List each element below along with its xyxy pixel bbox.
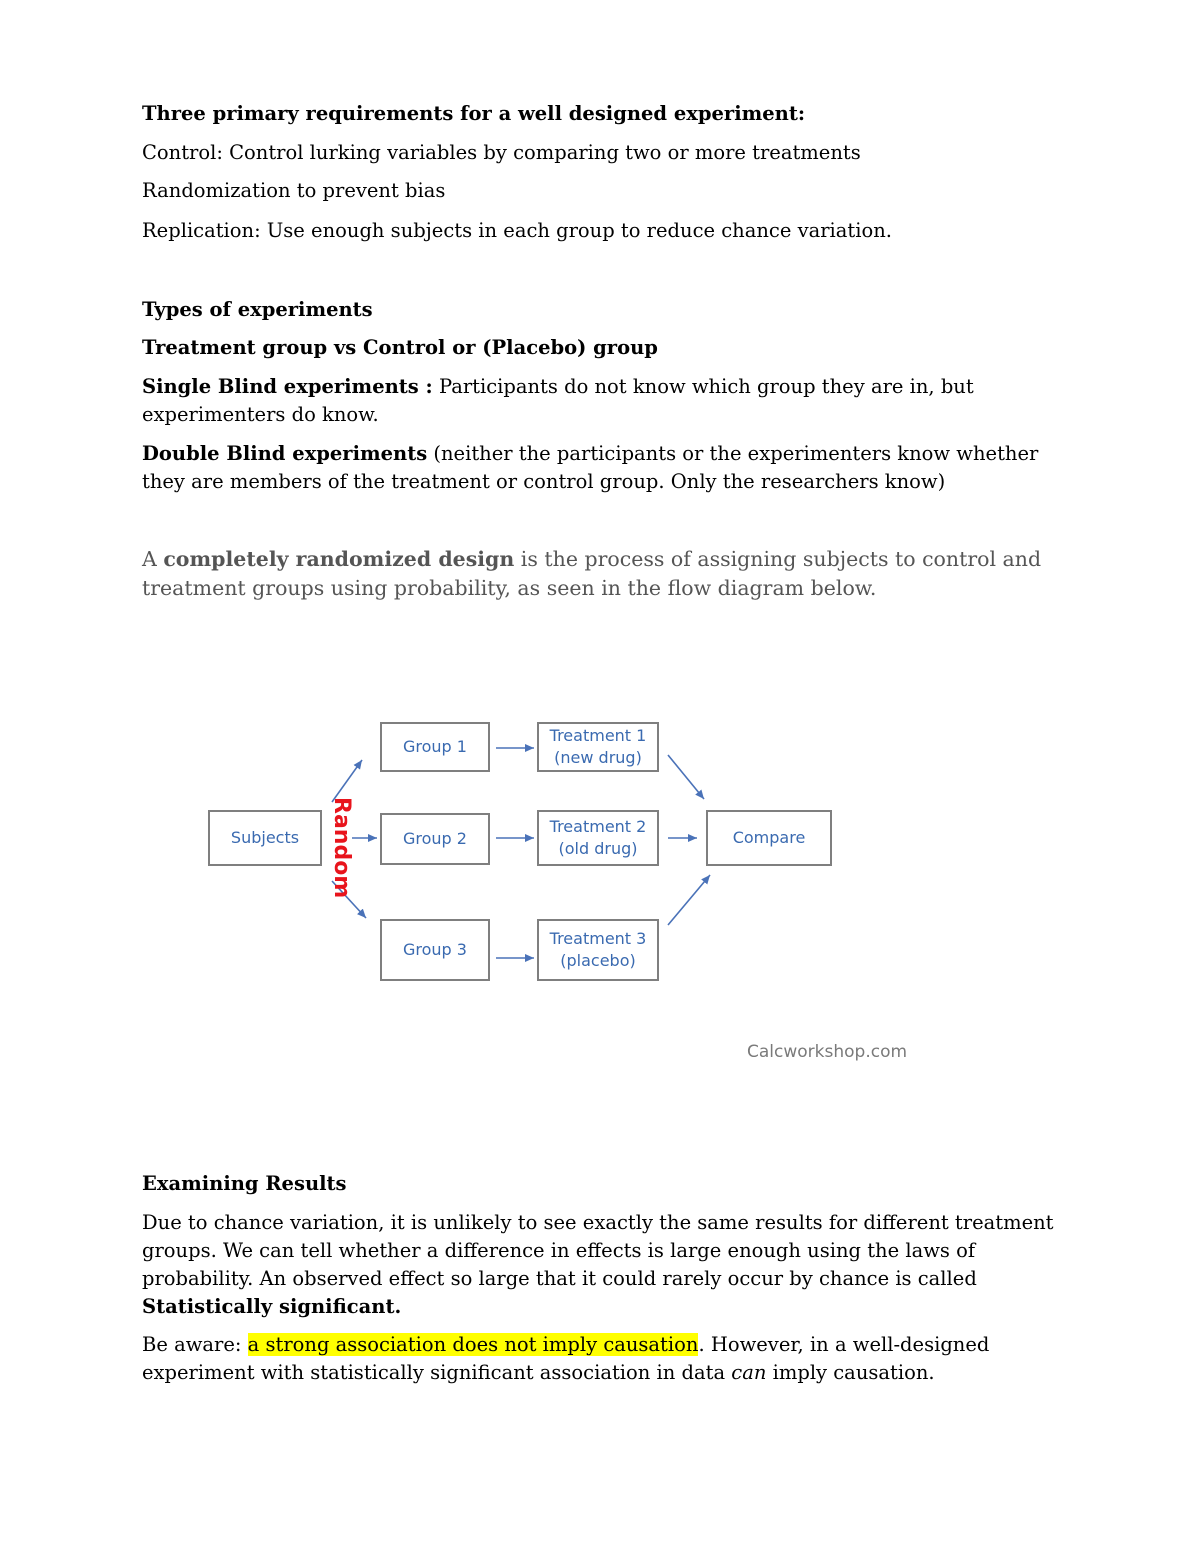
single-blind-text: Participants do not know which group they are in, but experimenters do know.: [142, 375, 974, 426]
calcworkshop-credit: Calcworkshop.com: [747, 1042, 908, 1062]
arrow-random-to-group1: [332, 760, 362, 802]
treatment-3-box: Treatment 3 (placebo): [537, 919, 659, 981]
arrow-treatment3-to-compare: [668, 875, 710, 925]
random-label: Random: [329, 797, 354, 899]
double-blind-paragraph: [142, 440, 1057, 496]
examining-results-paragraph: Due to chance variation, it is unlikely to see exactly the same results for different treatment groups. We can tell whether a difference in effects is large enough using the laws of probability. An observed effect so large that it could rarely occur by chance is called Statistically significant.: [142, 1211, 1054, 1318]
treatment-vs-control-heading: Treatment group vs Control or (Placebo) group: [142, 336, 658, 359]
treatment-2-box: Treatment 2 (old drug): [537, 810, 659, 866]
requirements-heading: Three primary requirements for a well designed experiment:: [142, 102, 806, 125]
statistically-significant-term: Statistically significant.: [142, 1295, 402, 1318]
subjects-box: Subjects: [208, 810, 322, 866]
be-aware-paragraph: Be aware: a strong association does not imply causation. However, in a well-designed experiment with statistically significant association in data can imply causation.: [142, 1333, 990, 1384]
compare-box: Compare: [706, 810, 832, 866]
treatment-1-box: Treatment 1 (new drug): [537, 722, 659, 772]
highlighted-causation-warning: a strong association does not imply causation: [247, 1333, 699, 1356]
group-1-box: Group 1: [380, 722, 490, 772]
arrow-treatment1-to-compare: [668, 755, 704, 799]
double-blind-text: (neither the participants or the experimenters know whether they are members of the treatment or control group. Only the researchers know): [142, 442, 1039, 493]
randomization-line: Randomization to prevent bias: [142, 179, 446, 202]
single-blind-paragraph: [142, 373, 1082, 429]
double-blind-term: Double Blind experiments: [142, 442, 428, 465]
types-heading: Types of experiments: [142, 298, 373, 321]
crd-paragraph: A completely randomized design is the process of assigning subjects to control and treatment groups using probability, as seen in the flow diagram below.: [142, 547, 1042, 600]
group-2-box: Group 2: [380, 813, 490, 865]
can-italic: can: [731, 1361, 767, 1384]
examining-results-heading: Examining Results: [142, 1172, 347, 1195]
replication-line: Replication: Use enough subjects in each group to reduce chance variation.: [142, 219, 892, 242]
randomized-design-flow-diagram: [200, 705, 910, 1075]
group-3-box: Group 3: [380, 919, 490, 981]
control-line: Control: Control lurking variables by comparing two or more treatments: [142, 141, 861, 164]
single-blind-term: Single Blind experiments :: [142, 375, 433, 398]
crd-term: completely randomized design: [163, 547, 515, 571]
